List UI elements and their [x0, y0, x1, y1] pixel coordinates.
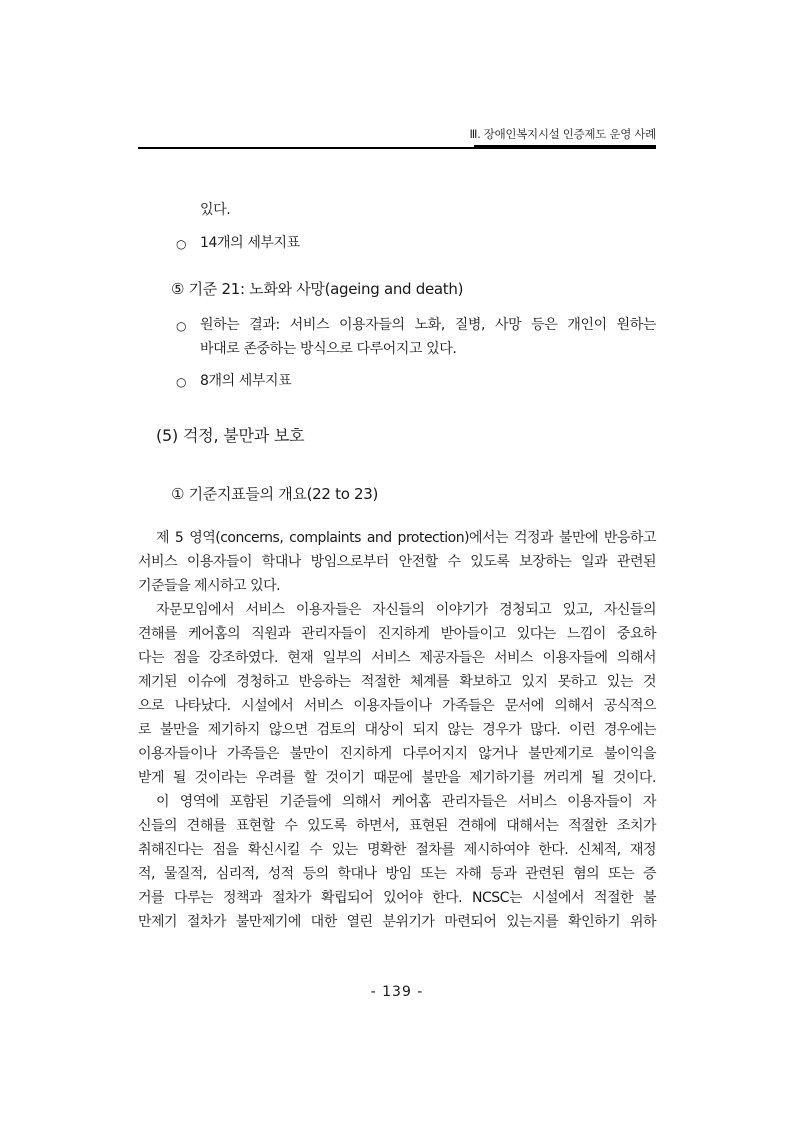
body-line: 서비스 이용자들이 학대나 방임으로부터 안전할 수 있도록 보장하는 일과 관련된 — [138, 554, 656, 570]
bullet-icon: ○ — [176, 237, 187, 251]
body-line: 으로 나타났다. 시설에서 서비스 이용자들이나 가족들은 문서에 의해서 공식적으 — [138, 698, 656, 714]
body-line: 적, 물질적, 심리적, 성적 등의 학대나 방임 또는 자해 등과 관련된 혐의 또는 증 — [138, 866, 656, 882]
body-line: 이용자들이나 가족들은 불만이 진지하게 다루어지지 않거나 불만제기로 불이익을 — [138, 746, 656, 762]
standard-21-heading: ⑤ 기준 21: 노화와 사망(ageing and death) — [171, 280, 464, 298]
body-line: 자문모임에서 서비스 이용자들은 자신들의 이야기가 경청되고 있고, 자신들의 — [156, 602, 656, 618]
continuation-text: 있다. — [200, 202, 231, 218]
body-line: 다는 점을 강조하였다. 현재 일부의 서비스 제공자들은 서비스 이용자들에 의해서 — [138, 650, 656, 666]
header-rule-accent — [474, 145, 656, 149]
body-line: 거를 다루는 정책과 절차가 확립되어 있어야 한다. NCSC는 시설에서 적절한 불 — [138, 890, 656, 906]
running-header — [138, 126, 656, 148]
list-item-detail-count-14: 14개의 세부지표 — [200, 235, 300, 251]
body-line: 신들의 견해를 표현할 수 있도록 하면서, 표현된 견해에 대해서는 적절한 조치가 — [138, 818, 656, 834]
body-line: 제 5 영역(concerns, complaints and protection)에서는 걱정과 불만에 반응하고 — [156, 530, 656, 546]
body-line: 기준들을 제시하고 있다. — [138, 578, 281, 594]
body-line: 취해진다는 점을 확신시킬 수 있는 명확한 절차를 제시하여야 한다. 신체적, 재정 — [138, 842, 656, 858]
body-line: 만제기 절차가 불만제기에 대한 열린 분위기가 마련되어 있는지를 확인하기 위하 — [138, 914, 656, 930]
body-line: 제기된 이슈에 경청하고 반응하는 적절한 체계를 확보하고 있지 못하고 있는 것 — [138, 674, 656, 690]
bullet-icon: ○ — [176, 319, 187, 333]
section-title: (5) 걱정, 불만과 보호 — [156, 426, 305, 445]
page-number: - 139 - — [370, 984, 424, 1000]
list-item-detail-count-8: 8개의 세부지표 — [200, 373, 292, 389]
bullet-icon: ○ — [176, 375, 187, 389]
running-title: Ⅲ. 장애인복지시설 인증제도 운영 사례 — [469, 127, 656, 141]
body-line: 로 불만을 제기하지 않으면 검토의 대상이 되지 않는 경우가 많다. 이런 경우에는 — [138, 722, 656, 738]
section-subheading: ① 기준지표들의 개요(22 to 23) — [171, 485, 379, 503]
body-line: 받게 될 것이라는 우려를 할 것이기 때문에 불만을 제기하기를 꺼리게 될 것이다. — [138, 770, 656, 786]
body-line: 견해를 케어홈의 직원과 관리자들이 진지하게 받아들이고 있다는 느낌이 중요하 — [138, 626, 656, 642]
outcome-line-1: 원하는 결과: 서비스 이용자들의 노화, 질병, 사망 등은 개인이 원하는 — [200, 317, 656, 333]
outcome-line-2: 바대로 존중하는 방식으로 다루어지고 있다. — [200, 341, 457, 357]
body-line: 이 영역에 포함된 기준들에 의해서 케어홈 관리자들은 서비스 이용자들이 자 — [156, 794, 656, 810]
